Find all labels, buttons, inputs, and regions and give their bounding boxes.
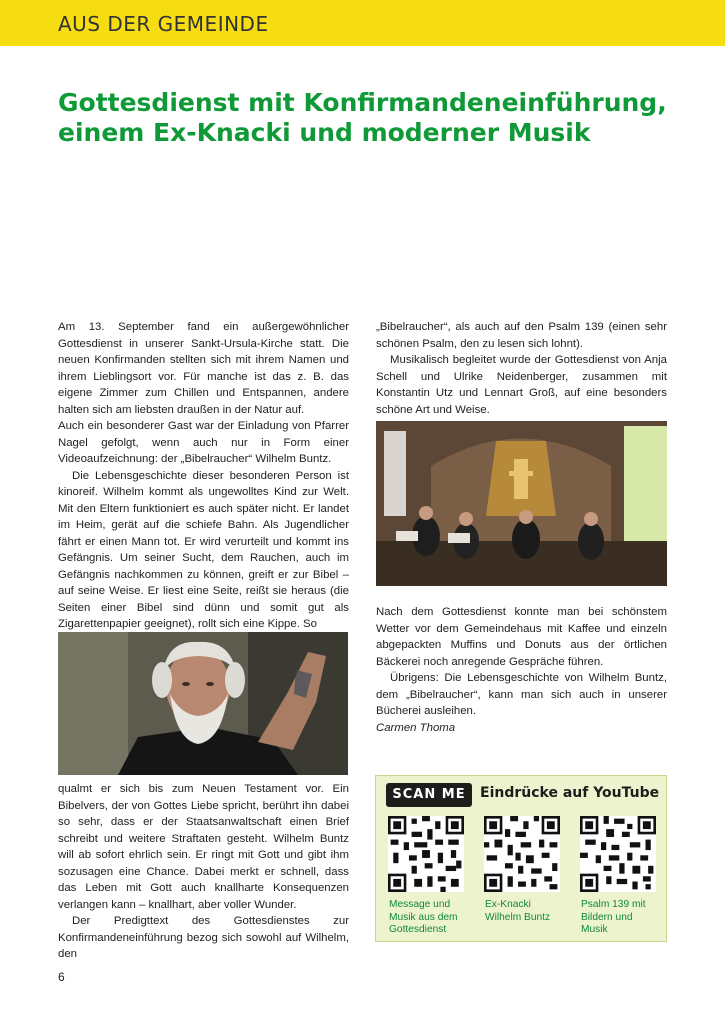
headline-line-1: Gottesdienst mit Konfirmandeneinführung,	[58, 88, 667, 117]
column-2-top	[376, 319, 667, 418]
scan-me-badge: SCAN ME	[386, 783, 472, 807]
column-1-top	[58, 319, 349, 633]
article-headline	[58, 88, 678, 148]
paragraph-sermon: Der Predigttext des Gottesdienstes zur Konfirmandeneinführung bezog sich sowohl auf Wilhelm, den	[58, 915, 349, 960]
photo-wilhelm-buntz	[58, 632, 348, 775]
section-banner	[0, 0, 725, 46]
qr-code-icon[interactable]	[580, 816, 656, 892]
section-label: AUS DER GEMEINDE	[58, 12, 269, 36]
qr-code-icon[interactable]	[388, 816, 464, 892]
youtube-scan-box	[375, 775, 667, 942]
author-name: Carmen Thoma	[376, 721, 456, 734]
scan-box-title: Eindrücke auf YouTube	[480, 785, 660, 801]
photo-church-illustration	[376, 421, 667, 586]
page-number: 6	[58, 970, 65, 984]
qr-label-psalm: Psalm 139 mit Bildern und Musik	[581, 899, 646, 935]
qr-label-message: Message und Musik aus dem Gottesdienst	[389, 899, 458, 935]
paragraph-bible-verse: qualmt er sich bis zum Neuen Testament vor. Ein Bibelvers, der von Gottes Liebe spricht, berührt ihn dabei so sehr, dass er der Staatsanwaltschaft einen Brief schreibt und weitere Straftaten gesteht. Wilhelm Buntz will ab sofort ehrlich sein. Er ringt mit Gott und gibt ihm sozusagen eine Chance. Dabei merkt er schnell, dass das Leben mit Gott auch knallharte Konsequenzen verlangen kann – knallhart, aber voller Wunder.	[58, 783, 349, 911]
photo-church-musicians	[376, 421, 667, 586]
qr-code-icon[interactable]	[484, 816, 560, 892]
paragraph-life-story: Die Lebensgeschichte dieser besonderen Person ist kinoreif. Wilhelm kommt als ungewolltes Kind zur Welt. Mit den Eltern funktioniert es auch später nicht. Er landet im Heim, gerät auf die schiefe Bahn. Als Jugendlicher fährt er einen Mann tot. Er wird verurteilt und kommt ins Gefängnis. Um seiner Sucht, dem Rauchen, auch im Gefängnis nachkommen zu können, greift er zur Bibel – auf seine Weise. Er liest eine Seite, reißt sie heraus (die Seiten einer Bibel sind dünn und somit gut als Zigarettenpapier geeignet), rollt sich eine Kippe. So	[58, 469, 349, 630]
paragraph-music: Musikalisch begleitet wurde der Gottesdienst von Anja Schell und Ulrike Neidenberger, zusammen mit Konstantin Utz und Lennart Groß, auf eine besonders schöne Art und Weise.	[376, 354, 667, 416]
column-2-bottom	[376, 604, 667, 736]
paragraph-after-service: Nach dem Gottesdienst konnte man bei schönstem Wetter vor dem Gemeindehaus mit Kaffee und einzeln abgepackten Muffins und Donuts aus der örtlichen Bäckerei noch anregende Gespräche führen.	[376, 606, 667, 668]
headline-line-2: einem Ex-Knacki und moderner Musik	[58, 118, 591, 147]
qr-label-ex-knacki: Ex-Knacki Wilhelm Buntz	[485, 899, 551, 923]
photo-wilhelm-buntz-illustration	[58, 632, 348, 775]
paragraph-psalm: „Bibelraucher“, als auch auf den Psalm 139 (einen sehr schönen Psalm, den zu lesen sich lohnt).	[376, 321, 667, 350]
column-1-bottom	[58, 781, 349, 963]
paragraph-guest: Auch ein besonderer Gast war der Einladung von Pfarrer Nagel gefolgt, wenn auch nur in Form einer Videoaufzeichnung: der „Bibelraucher“ Wilhelm Buntz.	[58, 420, 349, 465]
paragraph-intro: Am 13. September fand ein außergewöhnlicher Gottesdienst in unserer Sankt-Ursula-Kirche statt. Die neuen Konfirmanden stellten sich mit ihrem Namen und ihrem Lieblingsort vor. Für manche ist das z. B. das eigene Zimmer zum Chillen und Entspannen, andere halten sich am liebsten draußen in der Natur auf.	[58, 321, 349, 416]
paragraph-library: Übrigens: Die Lebensgeschichte von Wilhelm Buntz, dem „Bibelraucher“, kann man sich auch in unserer Bücherei ausleihen.	[376, 672, 667, 717]
